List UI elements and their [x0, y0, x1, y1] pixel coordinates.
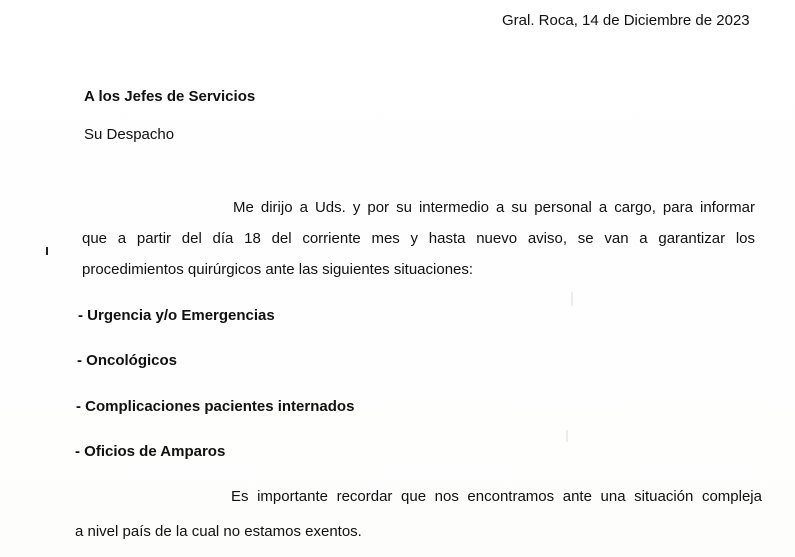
despacho-line: Su Despacho: [84, 126, 175, 143]
scan-smudge: [571, 292, 573, 306]
scan-mark: [46, 247, 48, 255]
paragraph-1-line-3: procedimientos quirúrgicos ante las siguientes situaciones:: [82, 261, 474, 278]
scan-smudge: [566, 430, 568, 442]
paragraph-2-line-2: a nivel país de la cual no estamos exentos.: [75, 523, 362, 540]
bullet-item: - Urgencia y/o Emergencias: [78, 307, 275, 324]
addressee: A los Jefes de Servicios: [84, 88, 256, 105]
date-line: Gral. Roca, 14 de Diciembre de 2023: [502, 12, 750, 29]
paragraph-1-line-1: Me dirijo a Uds. y por su intermedio a su personal a cargo, para informar: [233, 199, 755, 216]
paragraph-1-line-2: que a partir del día 18 del corriente mes y hasta nuevo aviso, se van a garantizar los: [82, 230, 755, 247]
bullet-item: - Oficios de Amparos: [75, 443, 226, 460]
bullet-item: - Oncológicos: [77, 352, 178, 369]
paragraph-2-line-1: Es importante recordar que nos encontramos ante una situación compleja: [231, 488, 762, 505]
bullet-item: - Complicaciones pacientes internados: [76, 398, 355, 415]
